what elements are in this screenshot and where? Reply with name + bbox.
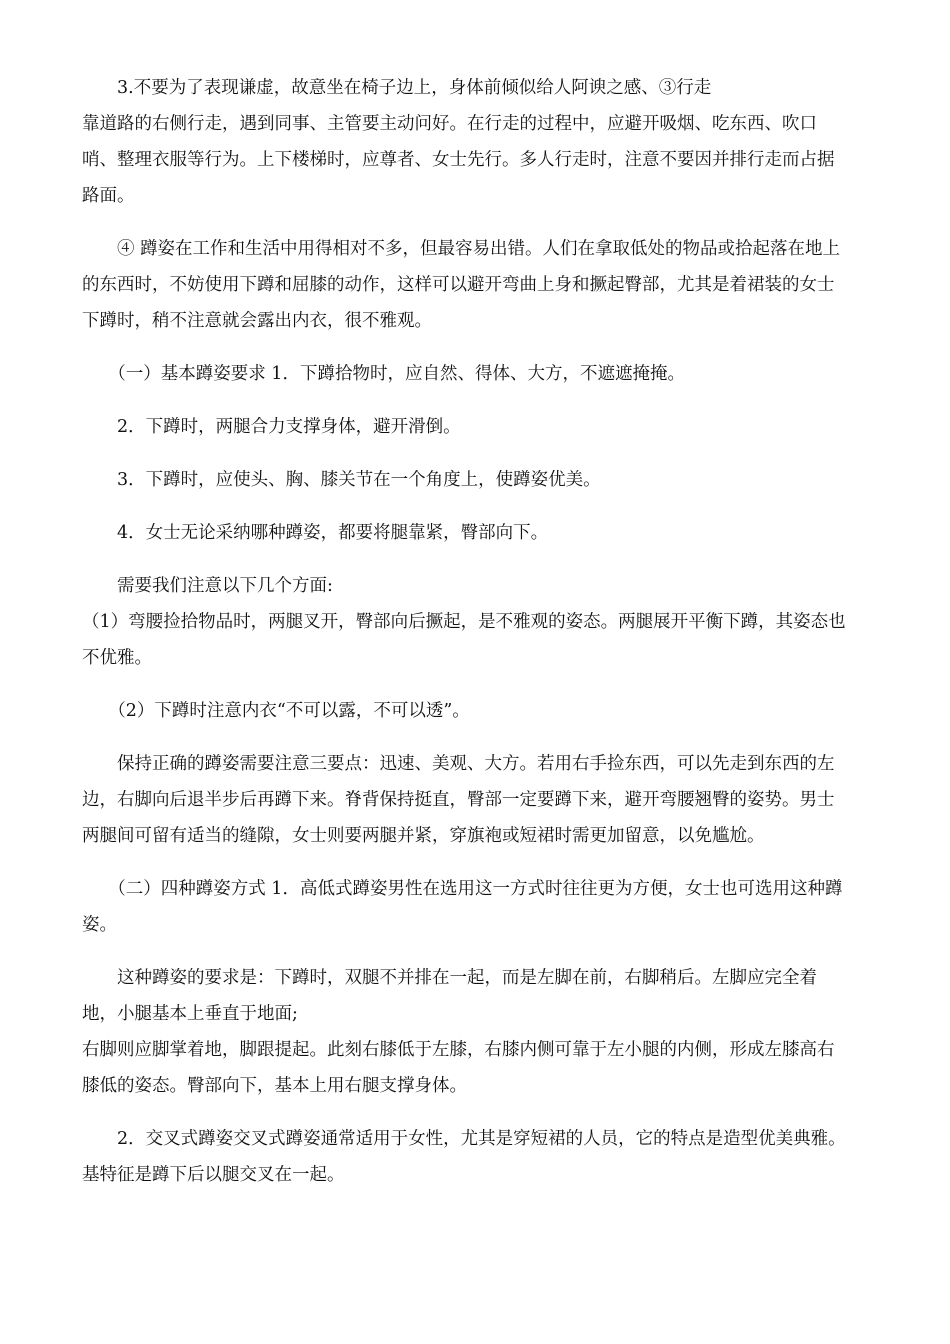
text-line: （二）四种蹲姿方式 1．高低式蹲姿男性在选用这一方式时往往更为方便，女士也可选用这种蹲 xyxy=(82,879,843,899)
paragraph-high-low-requirements xyxy=(82,960,872,1104)
text-line: 下蹲时，稍不注意就会露出内衣，很不雅观。 xyxy=(82,311,432,331)
paragraph-basic-requirement-4 xyxy=(82,515,872,551)
text-line: 的东西时，不妨使用下蹲和屈膝的动作，这样可以避开弯曲上身和撅起臀部，尤其是着裙装的女士 xyxy=(82,275,835,295)
text-line: 右脚则应脚掌着地，脚跟提起。此刻右膝低于左膝，右膝内侧可靠于左小腿的内侧，形成左膝高右 xyxy=(82,1040,835,1060)
text-line: 2．交叉式蹲姿交叉式蹲姿通常适用于女性，尤其是穿短裙的人员，它的特点是造型优美典雅。 xyxy=(82,1129,846,1149)
text-line: ④ 蹲姿在工作和生活中用得相对不多，但最容易出错。人们在拿取低处的物品或拾起落在地上 xyxy=(82,239,841,259)
text-line: 3．下蹲时，应使头、胸、膝关节在一个角度上，使蹲姿优美。 xyxy=(82,470,601,490)
paragraph-walking xyxy=(82,70,872,214)
paragraph-squatting-intro xyxy=(82,231,872,339)
text-line: 路面。 xyxy=(82,186,135,206)
text-line: 姿。 xyxy=(82,915,117,935)
text-line: （1）弯腰捡拾物品时，两腿叉开，臀部向后撅起，是不雅观的姿态。两腿展开平衡下蹲，其姿态也 xyxy=(82,612,846,632)
text-line: 两腿间可留有适当的缝隙，女士则要两腿并紧，穿旗袍或短裙时需更加留意，以免尴尬。 xyxy=(82,826,765,846)
text-line: 靠道路的右侧行走，遇到同事、主管要主动问好。在行走的过程中，应避开吸烟、吃东西、吹口 xyxy=(82,114,817,134)
paragraph-notes xyxy=(82,568,872,676)
text-line: 不优雅。 xyxy=(82,648,152,668)
text-line: 需要我们注意以下几个方面: xyxy=(82,576,333,596)
paragraph-basic-requirement-2 xyxy=(82,409,872,445)
text-line: 2．下蹲时，两腿合力支撑身体，避开滑倒。 xyxy=(82,417,461,437)
text-line: （一）基本蹲姿要求 1．下蹲拾物时，应自然、得体、大方，不遮遮掩掩。 xyxy=(82,364,685,384)
text-line: 哨、整理衣服等行为。上下楼梯时，应尊者、女士先行。多人行走时，注意不要因并排行走而占据 xyxy=(82,150,835,170)
text-line: 地，小腿基本上垂直于地面; xyxy=(82,1004,298,1024)
text-line: （2）下蹲时注意内衣“不可以露，不可以透”。 xyxy=(82,701,470,721)
text-line: 边，右脚向后退半步后再蹲下来。脊背保持挺直，臀部一定要蹲下来，避开弯腰翘臀的姿势。男士 xyxy=(82,790,835,810)
paragraph-four-methods xyxy=(82,871,872,943)
paragraph-cross-squat xyxy=(82,1121,872,1193)
paragraph-note-2 xyxy=(82,693,872,729)
text-line: 膝低的姿态。臀部向下，基本上用右腿支撑身体。 xyxy=(82,1076,467,1096)
text-line: 保持正确的蹲姿需要注意三要点：迅速、美观、大方。若用右手捡东西，可以先走到东西的左 xyxy=(82,754,835,774)
paragraph-three-points xyxy=(82,746,872,854)
paragraph-basic-requirement-1 xyxy=(82,356,872,392)
document-page xyxy=(82,70,872,1193)
text-line: 3.不要为了表现谦虚，故意坐在椅子边上，身体前倾似给人阿谀之感、③行走 xyxy=(82,78,712,98)
text-line: 4．女士无论采纳哪种蹲姿，都要将腿靠紧，臀部向下。 xyxy=(82,523,549,543)
text-line: 这种蹲姿的要求是：下蹲时，双腿不并排在一起，而是左脚在前，右脚稍后。左脚应完全着 xyxy=(82,968,817,988)
text-line: 基特征是蹲下后以腿交叉在一起。 xyxy=(82,1165,345,1185)
paragraph-basic-requirement-3 xyxy=(82,462,872,498)
